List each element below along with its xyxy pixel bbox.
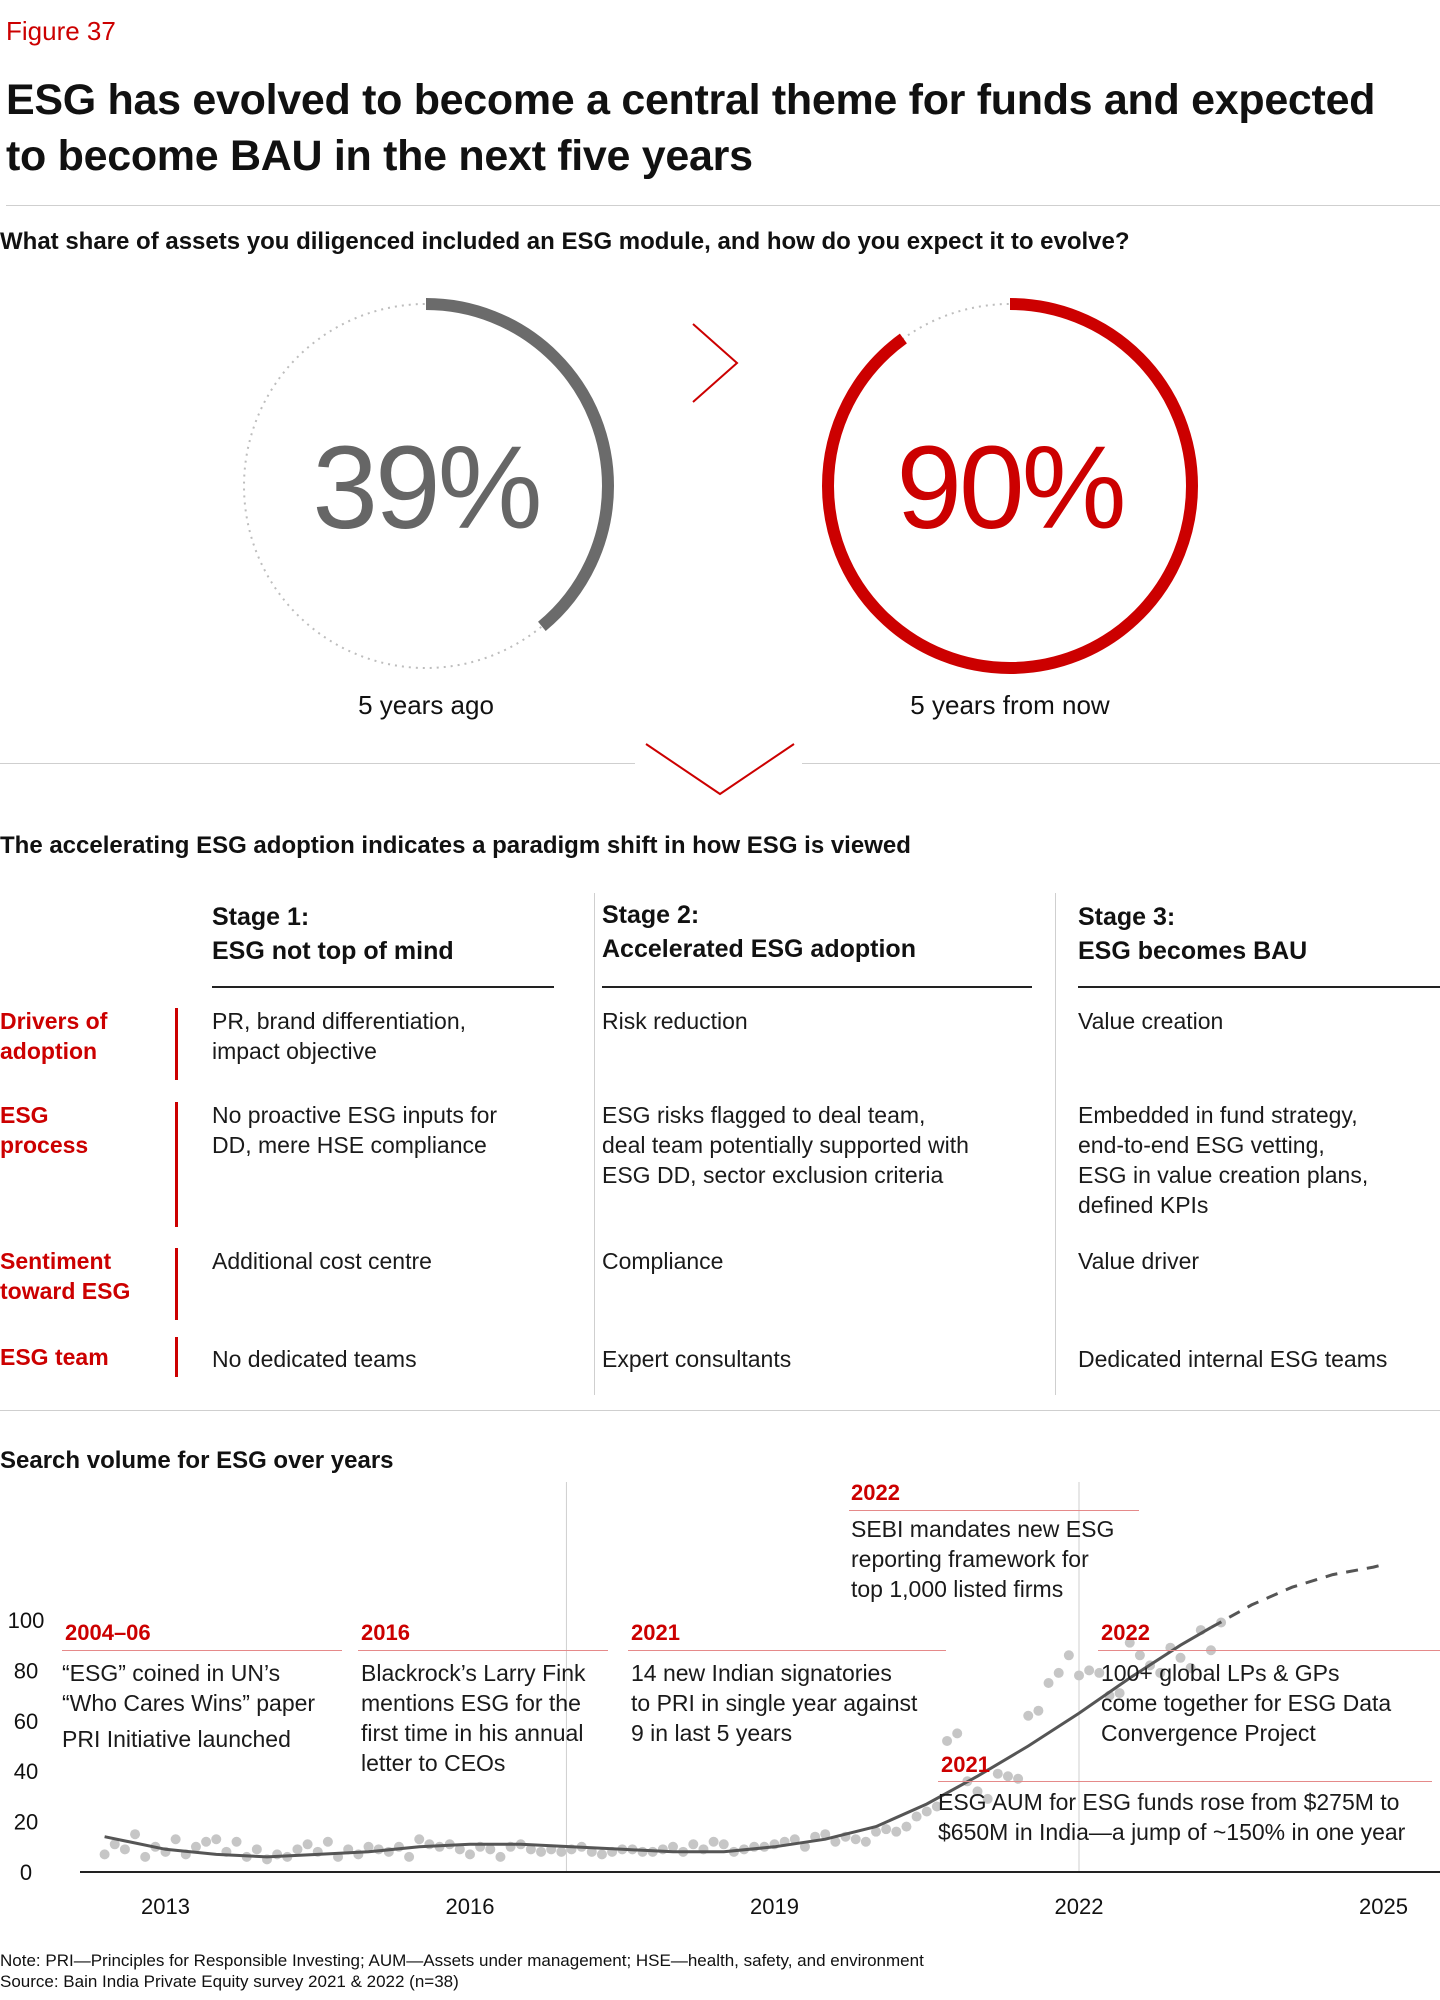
row-label-line: ESG team bbox=[0, 1344, 109, 1370]
data-point bbox=[709, 1837, 719, 1847]
note-line: Note: PRI—Principles for Responsible Investing; AUM—Assets under management; HSE—health, safety, and environment bbox=[0, 1951, 924, 1970]
chevron-right-icon bbox=[685, 318, 745, 408]
y-tick-label: 0 bbox=[19, 1860, 33, 1885]
title-divider bbox=[6, 205, 1440, 206]
row-label-sentiment bbox=[0, 1246, 130, 1306]
y-tick-label: 40 bbox=[13, 1759, 39, 1785]
x-tick-label: 2016 bbox=[445, 1894, 495, 1919]
cell-line: defined KPIs bbox=[1078, 1192, 1209, 1218]
cell-line: No proactive ESG inputs for bbox=[212, 1102, 498, 1128]
cell-line: Additional cost centre bbox=[212, 1248, 432, 1274]
stage-3-header bbox=[1078, 900, 1307, 968]
row-label-process bbox=[0, 1100, 88, 1160]
chevron-down-icon bbox=[640, 738, 800, 798]
cell-line: Dedicated internal ESG teams bbox=[1078, 1346, 1388, 1372]
stage-2-label: Stage 2: bbox=[602, 901, 700, 929]
data-point bbox=[414, 1834, 424, 1844]
stage-1-name: ESG not top of mind bbox=[212, 937, 454, 965]
annotation-line: letter to CEOs bbox=[361, 1750, 506, 1776]
stage-1-label: Stage 1: bbox=[212, 903, 310, 931]
gauge-value-5-years-from-now: 90% bbox=[896, 422, 1124, 554]
data-point bbox=[140, 1852, 150, 1862]
row-marker bbox=[175, 1102, 178, 1227]
figure-label: Figure 37 bbox=[6, 16, 116, 46]
gauge-caption-5-years-ago: 5 years ago bbox=[358, 690, 494, 720]
data-point bbox=[901, 1822, 911, 1832]
data-point bbox=[942, 1736, 952, 1746]
annotation-rule bbox=[628, 1650, 946, 1651]
annotation-rule bbox=[849, 1510, 1139, 1511]
annotation-line: to PRI in single year against bbox=[631, 1690, 918, 1716]
annotation-line: come together for ESG Data bbox=[1101, 1690, 1392, 1716]
cell-stage3-team bbox=[1078, 1344, 1387, 1374]
data-point bbox=[292, 1844, 302, 1854]
row-marker bbox=[175, 1008, 178, 1080]
footnote bbox=[0, 1950, 924, 1992]
search-chart-title: Search volume for ESG over years bbox=[0, 1447, 394, 1474]
data-point bbox=[171, 1834, 181, 1844]
section-divider-right bbox=[802, 763, 1440, 764]
cell-line: No dedicated teams bbox=[212, 1346, 417, 1372]
cell-line: Value driver bbox=[1078, 1248, 1200, 1274]
annotation-text bbox=[1101, 1658, 1391, 1748]
x-tick-label: 2019 bbox=[750, 1894, 799, 1919]
gauge-value-5-years-ago: 39% bbox=[312, 422, 540, 554]
cell-line: PR, brand differentiation, bbox=[212, 1008, 467, 1034]
row-marker bbox=[175, 1248, 178, 1320]
data-point bbox=[252, 1844, 262, 1854]
data-point bbox=[719, 1839, 729, 1849]
data-point bbox=[303, 1839, 313, 1849]
stage-3-name: ESG becomes BAU bbox=[1078, 937, 1308, 965]
data-point bbox=[1064, 1650, 1074, 1660]
data-point bbox=[891, 1827, 901, 1837]
section-divider bbox=[0, 1410, 1440, 1411]
stage-3-label: Stage 3: bbox=[1078, 903, 1176, 931]
data-point bbox=[130, 1829, 140, 1839]
data-point bbox=[597, 1849, 607, 1859]
cell-line: Compliance bbox=[602, 1248, 724, 1274]
annotation-line: 9 in last 5 years bbox=[631, 1720, 793, 1746]
data-point bbox=[1013, 1774, 1023, 1784]
annotation-year: 2022 bbox=[851, 1480, 900, 1505]
x-tick-label: 2025 bbox=[1359, 1894, 1408, 1919]
cell-stage1-process bbox=[212, 1100, 497, 1160]
y-tick-label: 80 bbox=[13, 1658, 39, 1684]
cell-stage3-drivers bbox=[1078, 1006, 1223, 1036]
data-point bbox=[191, 1842, 201, 1852]
annotation-rule bbox=[358, 1650, 608, 1651]
row-label-line: process bbox=[0, 1132, 89, 1158]
x-tick-label: 2022 bbox=[1054, 1894, 1104, 1919]
row-label-line: Sentiment bbox=[0, 1248, 112, 1274]
data-point bbox=[1033, 1706, 1043, 1716]
annotation-line: Convergence Project bbox=[1101, 1720, 1316, 1746]
annotation-text bbox=[631, 1658, 917, 1748]
annotation-rule bbox=[62, 1650, 342, 1651]
data-point bbox=[1074, 1670, 1084, 1680]
annotation-line: 14 new Indian signatories bbox=[631, 1660, 892, 1686]
data-point bbox=[881, 1824, 891, 1834]
annotation-year: 2021 bbox=[631, 1620, 680, 1645]
data-point bbox=[688, 1839, 698, 1849]
stage-2-name: Accelerated ESG adoption bbox=[602, 935, 916, 963]
cell-stage1-drivers bbox=[212, 1006, 466, 1066]
stage-separator bbox=[1055, 893, 1056, 1395]
data-point bbox=[1023, 1711, 1033, 1721]
cell-stage2-team bbox=[602, 1344, 791, 1374]
annotation-line: PRI Initiative launched bbox=[62, 1726, 291, 1752]
annotation-line: mentions ESG for the bbox=[361, 1690, 581, 1716]
annotation-year: 2016 bbox=[361, 1620, 410, 1645]
trend-line-projection bbox=[1211, 1565, 1384, 1628]
cell-line: deal team potentially supported with bbox=[602, 1132, 969, 1158]
cell-line: ESG risks flagged to deal team, bbox=[602, 1102, 926, 1128]
annotation-line: “Who Cares Wins” paper bbox=[62, 1690, 316, 1716]
gauge-caption-5-years-from-now: 5 years from now bbox=[910, 690, 1110, 720]
annotation-text bbox=[361, 1658, 586, 1778]
cell-line: Risk reduction bbox=[602, 1008, 748, 1034]
page-title: ESG has evolved to become a central theme for funds and expected to become BAU in the next five years bbox=[6, 76, 1376, 180]
annotation-year: 2021 bbox=[941, 1752, 990, 1777]
row-label-line: Drivers of bbox=[0, 1008, 108, 1034]
cell-stage1-sentiment bbox=[212, 1246, 432, 1276]
cell-stage3-process bbox=[1078, 1100, 1368, 1220]
cell-stage2-process bbox=[602, 1100, 969, 1190]
cell-line: DD, mere HSE compliance bbox=[212, 1132, 487, 1158]
cell-line: impact objective bbox=[212, 1038, 377, 1064]
row-label-line: ESG bbox=[0, 1102, 49, 1128]
cell-line: ESG DD, sector exclusion criteria bbox=[602, 1162, 944, 1188]
annotation-rule bbox=[938, 1781, 1432, 1782]
annotation-line: Blackrock’s Larry Fink bbox=[361, 1660, 586, 1686]
data-point bbox=[556, 1847, 566, 1857]
section-divider-left bbox=[0, 763, 635, 764]
paradigm-heading: The accelerating ESG adoption indicates a paradigm shift in how ESG is viewed bbox=[0, 832, 911, 859]
data-point bbox=[323, 1837, 333, 1847]
stage-3-underline bbox=[1078, 986, 1440, 988]
row-label-line: adoption bbox=[0, 1038, 98, 1064]
y-tick-label: 20 bbox=[13, 1809, 39, 1835]
cell-line: Expert consultants bbox=[602, 1346, 792, 1372]
annotation-line: 100+ global LPs & GPs bbox=[1101, 1660, 1340, 1686]
annotation-line: ESG AUM for ESG funds rose from $275M to bbox=[938, 1789, 1400, 1815]
row-label-drivers bbox=[0, 1006, 107, 1066]
data-point bbox=[465, 1849, 475, 1859]
data-point bbox=[495, 1852, 505, 1862]
stage-2-header bbox=[602, 898, 916, 966]
stage-1-header bbox=[212, 900, 454, 968]
annotation-year: 2004–06 bbox=[65, 1620, 151, 1645]
data-point bbox=[912, 1812, 922, 1822]
annotation-text bbox=[62, 1658, 315, 1754]
data-point bbox=[993, 1769, 1003, 1779]
cell-line: ESG in value creation plans, bbox=[1078, 1162, 1369, 1188]
data-point bbox=[485, 1844, 495, 1854]
annotation-line: SEBI mandates new ESG bbox=[851, 1516, 1115, 1542]
data-point bbox=[232, 1837, 242, 1847]
annotation-text bbox=[851, 1514, 1114, 1604]
data-point bbox=[1044, 1678, 1054, 1688]
cell-line: Embedded in fund strategy, bbox=[1078, 1102, 1358, 1128]
data-point bbox=[211, 1834, 221, 1844]
data-point bbox=[922, 1807, 932, 1817]
data-point bbox=[1003, 1771, 1013, 1781]
data-point bbox=[201, 1837, 211, 1847]
data-point bbox=[952, 1728, 962, 1738]
y-tick-label: 100 bbox=[7, 1608, 45, 1633]
data-point bbox=[1084, 1665, 1094, 1675]
data-point bbox=[404, 1852, 414, 1862]
data-point bbox=[100, 1849, 110, 1859]
annotation-line: reporting framework for bbox=[851, 1546, 1089, 1572]
data-point bbox=[120, 1844, 130, 1854]
annotation-line: top 1,000 listed firms bbox=[851, 1576, 1064, 1602]
cell-line: end-to-end ESG vetting, bbox=[1078, 1132, 1325, 1158]
annotation-line: “ESG” coined in UN’s bbox=[62, 1660, 281, 1686]
annotation-year: 2022 bbox=[1101, 1620, 1150, 1645]
row-label-line: toward ESG bbox=[0, 1278, 131, 1304]
stage-separator bbox=[594, 893, 595, 1395]
x-tick-label: 2013 bbox=[141, 1894, 190, 1919]
row-marker bbox=[175, 1337, 178, 1377]
annotation-line: $650M in India—a jump of ~150% in one year bbox=[938, 1819, 1406, 1845]
annotation-rule bbox=[1098, 1650, 1440, 1651]
cell-stage3-sentiment bbox=[1078, 1246, 1199, 1276]
y-tick-label: 60 bbox=[13, 1708, 39, 1734]
cell-stage2-drivers bbox=[602, 1006, 748, 1036]
data-point bbox=[861, 1837, 871, 1847]
cell-stage2-sentiment bbox=[602, 1246, 723, 1276]
data-point bbox=[851, 1834, 861, 1844]
stage-1-underline bbox=[212, 986, 554, 988]
cell-stage1-team bbox=[212, 1344, 417, 1374]
row-label-team bbox=[0, 1342, 109, 1372]
data-point bbox=[536, 1847, 546, 1857]
cell-line: Value creation bbox=[1078, 1008, 1224, 1034]
source-line: Source: Bain India Private Equity survey 2021 & 2022 (n=38) bbox=[0, 1972, 459, 1991]
stage-2-underline bbox=[602, 986, 1032, 988]
annotation-line: first time in his annual bbox=[361, 1720, 584, 1746]
question-heading: What share of assets you diligenced included an ESG module, and how do you expect it to evolve? bbox=[0, 228, 1130, 255]
data-point bbox=[1054, 1668, 1064, 1678]
annotation-text bbox=[938, 1787, 1405, 1847]
